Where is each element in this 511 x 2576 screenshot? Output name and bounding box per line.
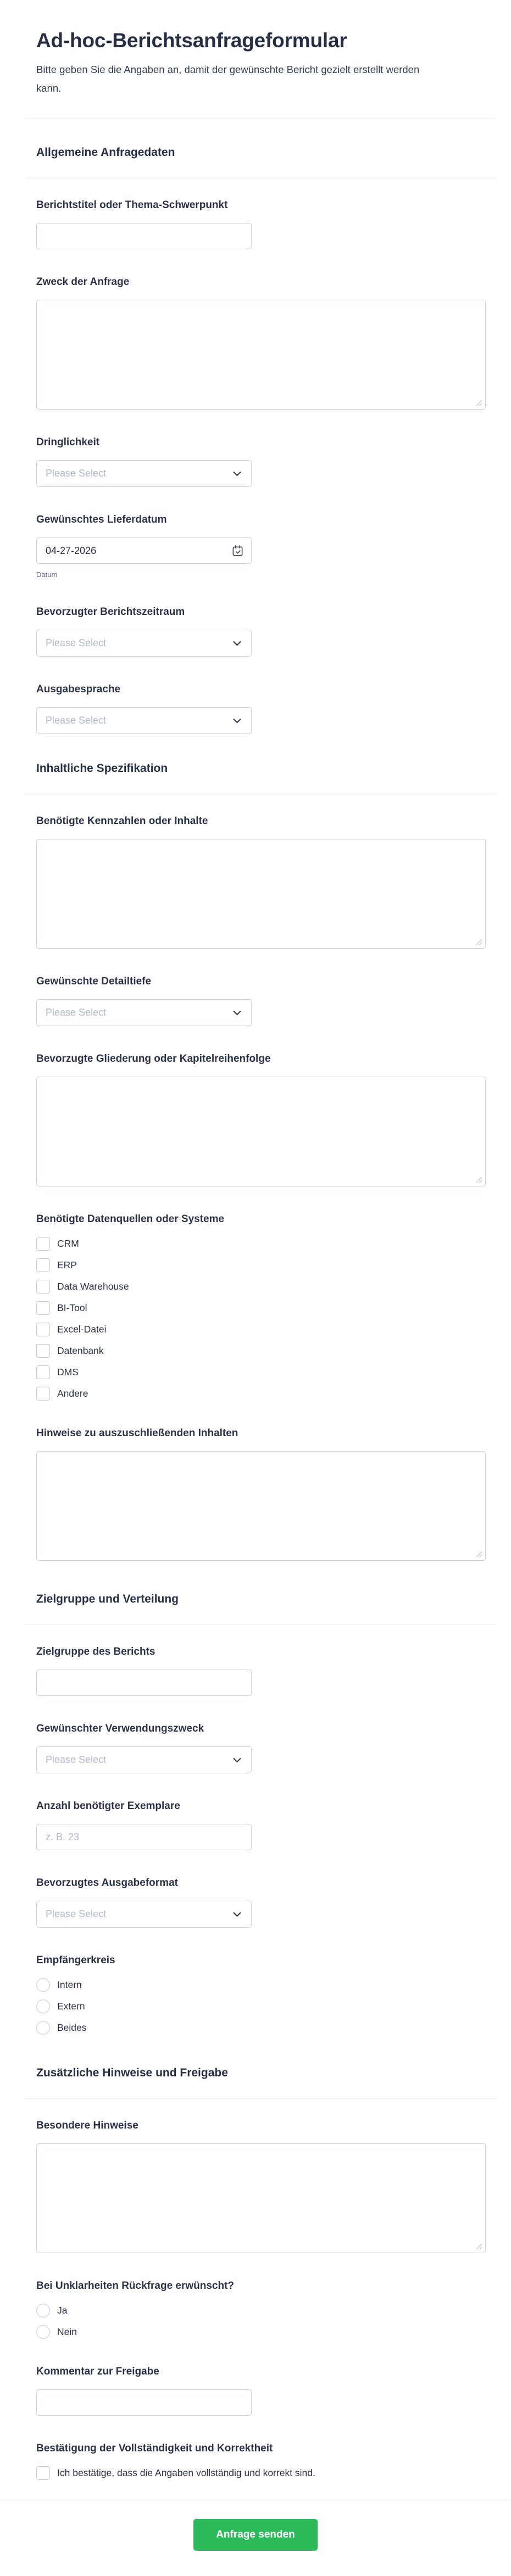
field-exemplare (36, 1800, 486, 1850)
field-verwendungszweck (36, 1723, 486, 1773)
dringlichkeit-select[interactable] (36, 460, 252, 487)
radio-icon[interactable] (36, 2021, 50, 2035)
option-label: BI-Tool (57, 1302, 87, 1313)
field-kommentar (36, 2366, 486, 2416)
field-kennzahlen (36, 815, 486, 949)
kommentar-input[interactable] (36, 2389, 252, 2416)
field-zielgruppe (36, 1646, 486, 1696)
chevron-down-icon (233, 718, 241, 724)
chevron-down-icon (233, 1757, 241, 1763)
select-placeholder: Please Select (46, 715, 107, 726)
checkbox-icon[interactable] (36, 1301, 50, 1315)
section-heading-zielgruppe-und-verteilung: Zielgruppe und Verteilung (36, 1593, 179, 1605)
field-label: Bestätigung der Vollständigkeit und Korrektheit (36, 2443, 273, 2454)
checkbox-icon[interactable] (36, 1280, 50, 1293)
select-placeholder: Please Select (46, 1908, 107, 1919)
select-placeholder: Please Select (46, 1007, 107, 1018)
checkbox-option-erp[interactable] (36, 1258, 486, 1272)
textarea-wrap (36, 839, 486, 949)
field-label: Bei Unklarheiten Rückfrage erwünscht? (36, 2280, 235, 2292)
field-label: Bevorzugter Berichtszeitraum (36, 606, 185, 618)
besondere-hinweise-textarea[interactable] (36, 2143, 486, 2253)
radio-group (36, 2304, 486, 2339)
field-label: Benötigte Datenquellen oder Systeme (36, 1213, 225, 1225)
field-label: Zweck der Anfrage (36, 276, 130, 288)
field-label: Hinweise zu auszuschließenden Inhalten (36, 1427, 238, 1439)
zweck-textarea[interactable] (36, 300, 486, 410)
radio-icon[interactable] (36, 2325, 50, 2339)
zielgruppe-input[interactable] (36, 1670, 252, 1696)
option-label: Ich bestätige, dass die Angaben vollständig und korrekt sind. (57, 2467, 315, 2478)
header-divider (25, 118, 496, 119)
option-label: Extern (57, 2001, 85, 2012)
radio-option-nein[interactable] (36, 2325, 486, 2339)
date-input-wrap (36, 537, 252, 564)
ausgabeformat-select[interactable] (36, 1901, 252, 1928)
field-label: Empfängerkreis (36, 1955, 115, 1966)
field-ausgabesprache (36, 684, 486, 734)
section-heading-zusaetzliche-hinweise-und-freigabe: Zusätzliche Hinweise und Freigabe (36, 2067, 228, 2079)
ausgabesprache-select[interactable] (36, 707, 252, 734)
field-label: Anzahl benötigter Exemplare (36, 1800, 180, 1812)
field-label: Benötigte Kennzahlen oder Inhalte (36, 815, 208, 827)
section-divider (25, 2098, 496, 2099)
detailtiefe-select[interactable] (36, 999, 252, 1026)
option-label: Nein (57, 2326, 77, 2337)
checkbox-icon[interactable] (36, 1344, 50, 1358)
field-label: Zielgruppe des Berichts (36, 1646, 155, 1657)
option-label: Beides (57, 2022, 87, 2033)
field-label: Gewünschte Detailtiefe (36, 976, 152, 987)
field-label: Bevorzugtes Ausgabeformat (36, 1877, 178, 1889)
field-bestaetigung (36, 2443, 486, 2480)
checkbox-icon[interactable] (36, 1258, 50, 1272)
ausschluss-textarea[interactable] (36, 1451, 486, 1561)
field-label: Besondere Hinweise (36, 2120, 138, 2131)
field-label: Kommentar zur Freigabe (36, 2366, 159, 2377)
checkbox-option-crm[interactable] (36, 1237, 486, 1251)
checkbox-group (36, 2466, 486, 2480)
field-dringlichkeit (36, 436, 486, 487)
field-label: Bevorzugte Gliederung oder Kapitelreihenfolge (36, 1053, 271, 1065)
field-datenquellen (36, 1213, 486, 1401)
radio-icon[interactable] (36, 2000, 50, 2013)
checkbox-icon[interactable] (36, 2466, 50, 2480)
checkbox-option-data-warehouse[interactable] (36, 1280, 486, 1293)
page-title: Ad-hoc-Berichtsanfrageformular (36, 29, 347, 52)
option-label: ERP (57, 1259, 77, 1270)
field-berichtszeitraum (36, 606, 486, 657)
checkbox-option-dms[interactable] (36, 1365, 486, 1379)
submit-button[interactable]: Anfrage senden (193, 2519, 318, 2551)
option-label: CRM (57, 1238, 79, 1249)
checkbox-icon[interactable] (36, 1365, 50, 1379)
radio-option-intern[interactable] (36, 1978, 486, 1992)
section-heading-inhaltliche-spezifikation: Inhaltliche Spezifikation (36, 762, 168, 775)
field-besondere-hinweise (36, 2120, 486, 2253)
option-label: Intern (57, 1979, 82, 1990)
field-label: Dringlichkeit (36, 436, 100, 448)
gliederung-textarea[interactable] (36, 1077, 486, 1186)
form-header (36, 29, 486, 98)
lieferdatum-input[interactable] (36, 537, 252, 564)
textarea-wrap (36, 1077, 486, 1186)
option-label: Ja (57, 2305, 68, 2316)
textarea-wrap (36, 1451, 486, 1561)
select-placeholder: Please Select (46, 637, 107, 648)
field-label: Berichtstitel oder Thema-Schwerpunkt (36, 199, 228, 211)
chevron-down-icon (233, 471, 241, 477)
chevron-down-icon (233, 1912, 241, 1917)
kennzahlen-textarea[interactable] (36, 839, 486, 949)
berichtszeitraum-select[interactable] (36, 630, 252, 657)
radio-group (36, 1978, 486, 2035)
option-label: DMS (57, 1367, 79, 1377)
radio-icon[interactable] (36, 1978, 50, 1992)
checkbox-option-bi-tool[interactable] (36, 1301, 486, 1315)
field-rueckfrage (36, 2280, 486, 2339)
field-zweck (36, 276, 486, 410)
exemplare-input[interactable] (36, 1824, 252, 1850)
textarea-wrap (36, 300, 486, 410)
field-berichtstitel (36, 199, 486, 249)
checkbox-icon[interactable] (36, 1323, 50, 1336)
radio-option-beides[interactable] (36, 2021, 486, 2035)
chevron-down-icon (233, 641, 241, 646)
field-ausschluss (36, 1427, 486, 1561)
field-lieferdatum (36, 514, 486, 579)
datum-sublabel: Datum (36, 570, 58, 579)
checkbox-option-andere[interactable] (36, 1387, 486, 1401)
field-label: Ausgabesprache (36, 684, 121, 695)
field-label: Gewünschtes Lieferdatum (36, 514, 167, 525)
radio-icon[interactable] (36, 2304, 50, 2317)
field-ausgabeformat (36, 1877, 486, 1928)
radio-option-extern[interactable] (36, 2000, 486, 2013)
field-detailtiefe (36, 976, 486, 1026)
select-placeholder: Please Select (46, 1754, 107, 1765)
submit-row (0, 2519, 511, 2551)
field-label: Gewünschter Verwendungszweck (36, 1723, 204, 1734)
section-heading-allgemeine-anfragedaten: Allgemeine Anfragedaten (36, 146, 175, 159)
field-empfaengerkreis (36, 1955, 486, 2035)
textarea-wrap (36, 2143, 486, 2253)
option-label: Andere (57, 1388, 88, 1399)
checkbox-option-bestaetigung[interactable] (36, 2466, 486, 2480)
page-subtitle: Bitte geben Sie die Angaben an, damit der gewünschte Bericht gezielt erstellt werden kann. (36, 64, 420, 94)
chevron-down-icon (233, 1010, 241, 1016)
verwendungszweck-select[interactable] (36, 1746, 252, 1773)
select-placeholder: Please Select (46, 468, 107, 479)
option-label: Data Warehouse (57, 1281, 129, 1292)
checkbox-icon[interactable] (36, 1237, 50, 1251)
berichtstitel-input[interactable] (36, 223, 252, 249)
option-label: Datenbank (57, 1345, 104, 1356)
radio-option-ja[interactable] (36, 2304, 486, 2317)
field-gliederung (36, 1053, 486, 1186)
checkbox-icon[interactable] (36, 1387, 50, 1401)
option-label: Excel-Datei (57, 1324, 107, 1335)
checkbox-group (36, 1237, 486, 1401)
checkbox-option-datenbank[interactable] (36, 1344, 486, 1358)
checkbox-option-excel-datei[interactable] (36, 1323, 486, 1336)
